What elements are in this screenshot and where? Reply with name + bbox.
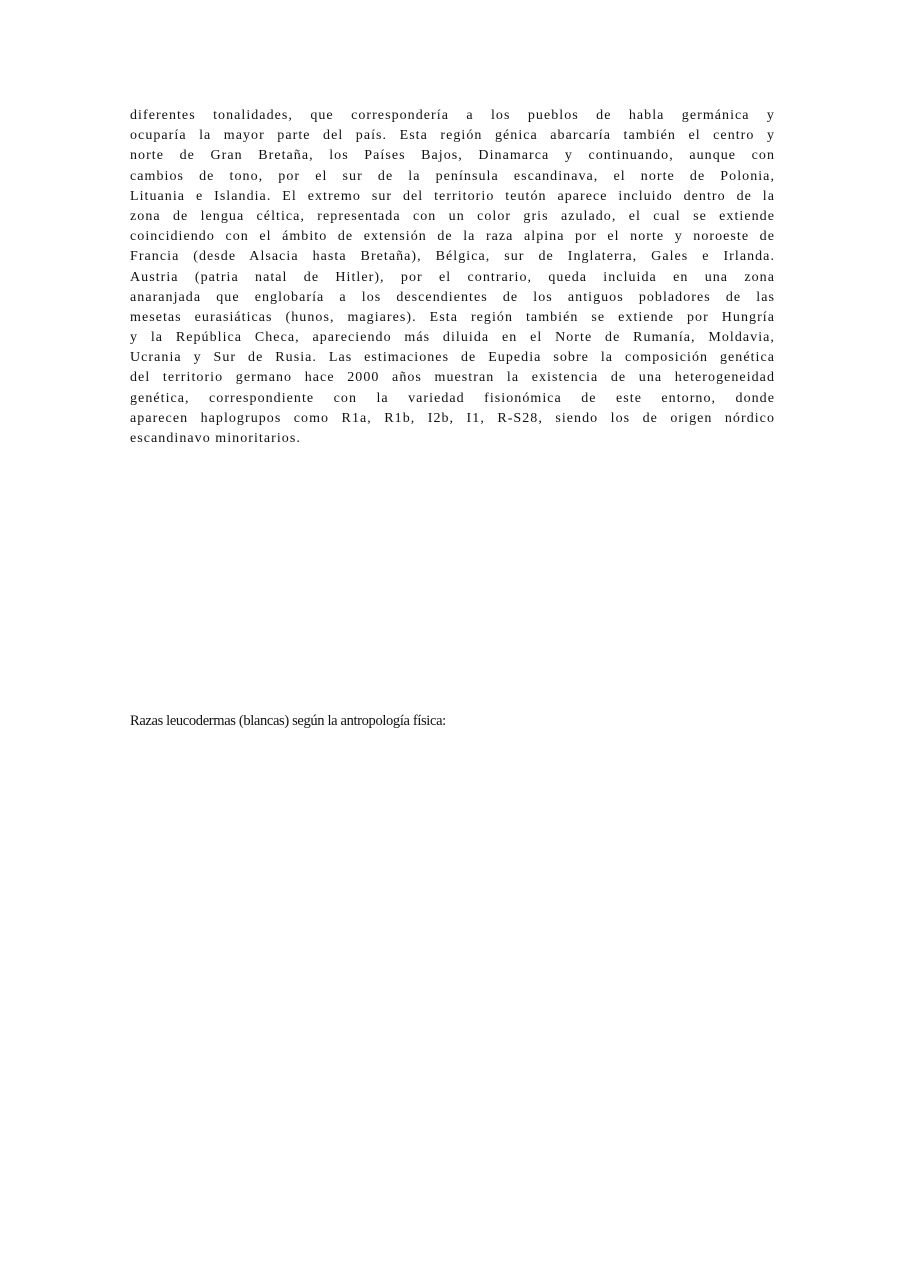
paragraph-line: escandinavo minoritarios. [130, 431, 301, 446]
paragraph-line: Ucrania y Sur de Rusia. Las estimaciones de Eupedia sobre la composición genética [130, 350, 775, 366]
paragraph-line: cambios de tono, por el sur de la península escandinava, el norte de Polonia, [130, 168, 775, 184]
paragraph-line: y la República Checa, apareciendo más diluida en el Norte de Rumanía, Moldavia, [130, 330, 775, 346]
paragraph-line: aparecen haplogrupos como R1a, R1b, I2b, I1, R-S28, siendo los de origen nórdico [130, 410, 775, 426]
paragraph-line: coincidiendo con el ámbito de extensión de la raza alpina por el norte y noroeste de [130, 229, 775, 245]
paragraph-line: del territorio germano hace 2000 años muestran la existencia de una heterogeneidad [130, 370, 775, 386]
paragraph-line: zona de lengua céltica, representada con un color gris azulado, el cual se extiende [130, 208, 775, 224]
body-paragraph [130, 106, 775, 449]
paragraph-line: Austria (patria natal de Hitler), por el contrario, queda incluida en una zona [130, 269, 775, 285]
figure-caption: Razas leucodermas (blancas) según la antropología física: [130, 713, 446, 729]
paragraph-line: Lituania e Islandia. El extremo sur del territorio teutón aparece incluido dentro de la [130, 188, 775, 204]
paragraph-line: genética, correspondiente con la variedad fisionómica de este entorno, donde [130, 390, 775, 406]
paragraph-line: Francia (desde Alsacia hasta Bretaña), Bélgica, sur de Inglaterra, Gales e Irlanda. [130, 249, 775, 265]
paragraph-line: anaranjada que englobaría a los descendientes de los antiguos pobladores de las [130, 289, 775, 305]
paragraph-line: ocuparía la mayor parte del país. Esta región génica abarcaría también el centro y [130, 128, 775, 144]
paragraph-line: norte de Gran Bretaña, los Países Bajos, Dinamarca y continuando, aunque con [130, 148, 775, 164]
paragraph-line: mesetas eurasiáticas (hunos, magiares). Esta región también se extiende por Hungría [130, 309, 775, 325]
paragraph-line: diferentes tonalidades, que correspondería a los pueblos de habla germánica y [130, 108, 775, 123]
